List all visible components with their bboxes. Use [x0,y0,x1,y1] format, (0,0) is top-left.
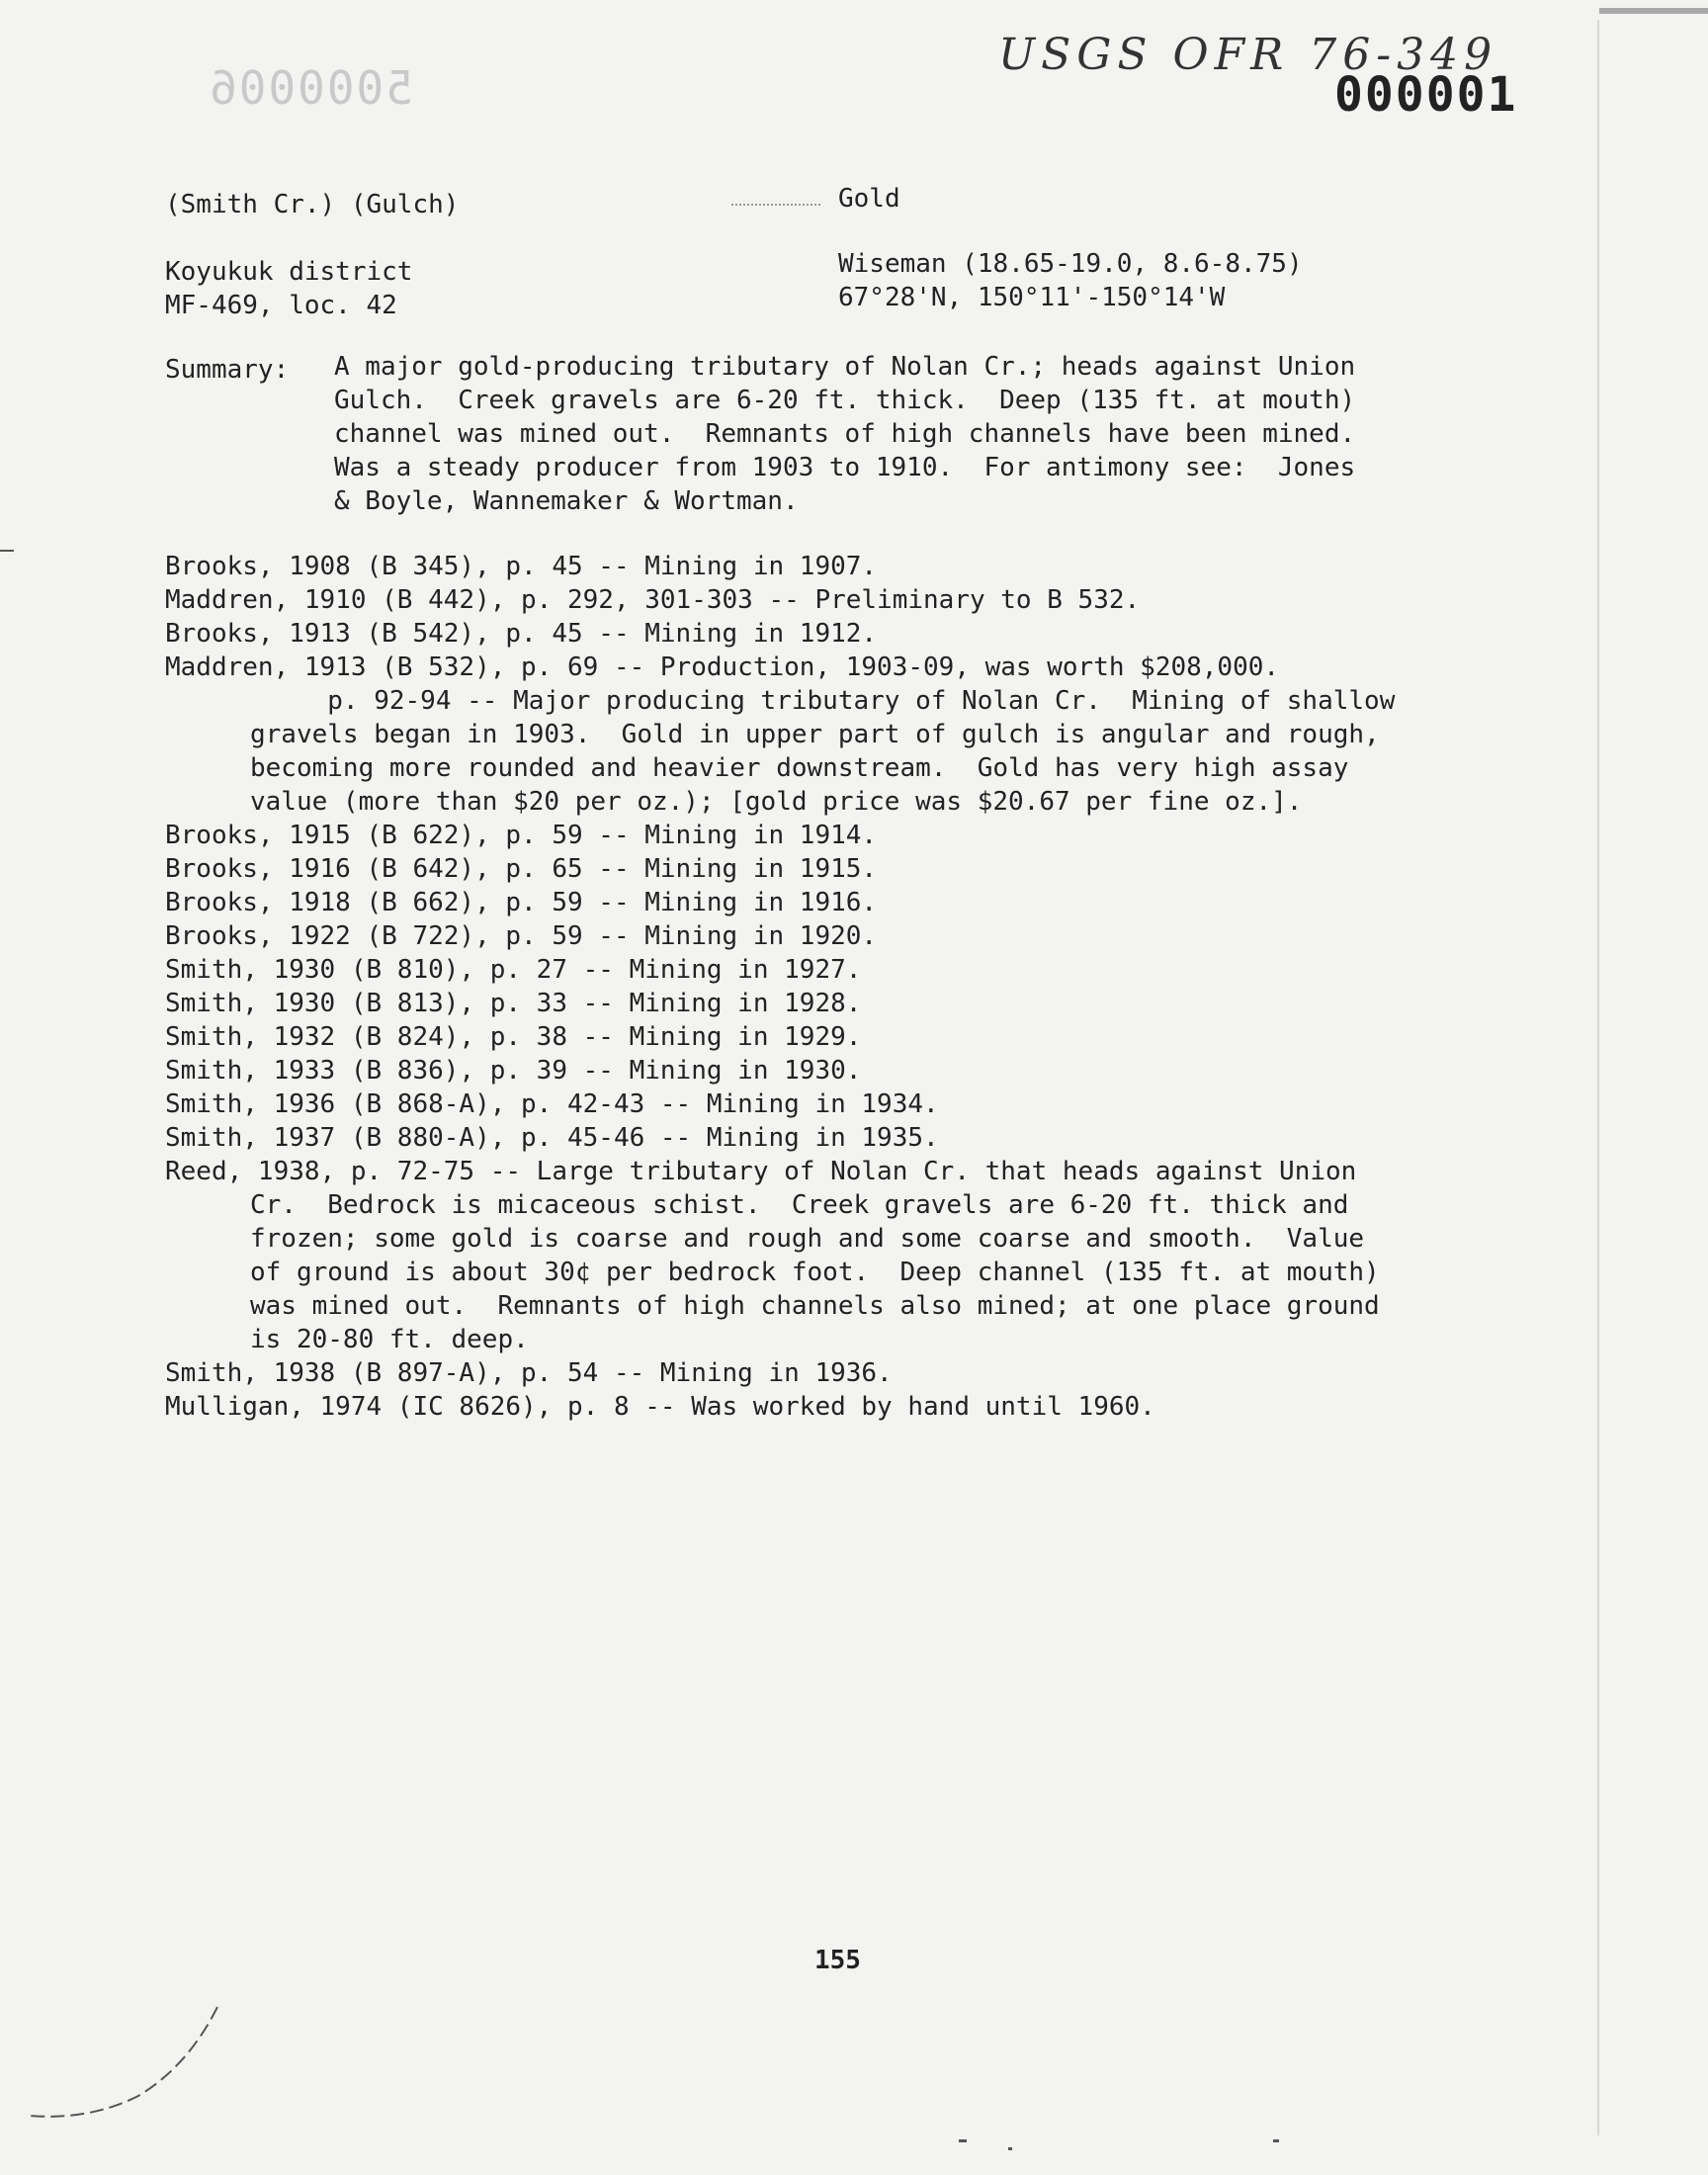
reference-line: Cr. Bedrock is micaceous schist. Creek gravels are 6-20 ft. thick and [250,1190,1349,1220]
reference-line: Smith, 1930 (B 810), p. 27 -- Mining in 1927. [165,955,862,985]
reference-line: Smith, 1933 (B 836), p. 39 -- Mining in 1930. [165,1056,862,1086]
reference-line: Brooks, 1908 (B 345), p. 45 -- Mining in 1907. [165,552,878,581]
page-number: 155 [814,1946,861,1975]
reference-line: Brooks, 1918 (B 662), p. 59 -- Mining in 1916. [165,888,878,917]
reference-line: Smith, 1937 (B 880-A), p. 45-46 -- Mining in 1935. [165,1123,939,1153]
pen-stroke-mark [20,1987,237,2126]
reference-line: Reed, 1938, p. 72-75 -- Large tributary of Nolan Cr. that heads against Union [165,1157,1357,1186]
title-right: Gold [838,184,900,214]
reference-line: p. 92-94 -- Major producing tributary of Nolan Cr. Mining of shallow [250,686,1396,716]
scan-speck [1008,2147,1012,2150]
reference-line: Brooks, 1913 (B 542), p. 45 -- Mining in 1912. [165,619,878,649]
scan-speck [1273,2139,1279,2142]
district: Koyukuk district [165,257,413,287]
summary-line: channel was mined out. Remnants of high channels have been mined. [334,419,1356,449]
reference-line: frozen; some gold is coarse and rough and some coarse and smooth. Value [250,1224,1365,1254]
coordinates: 67°28'N, 150°11'-150°14'W [838,283,1226,312]
scan-speck [959,2139,967,2142]
reference-line: Brooks, 1916 (B 642), p. 65 -- Mining in 1915. [165,854,878,884]
reference-line: gravels began in 1903. Gold in upper part of gulch is angular and rough, [250,720,1380,749]
reference-line: Brooks, 1922 (B 722), p. 59 -- Mining in 1920. [165,921,878,951]
handwritten-reference: USGS OFR 76-349 [998,30,1498,80]
reference-line: is 20-80 ft. deep. [250,1325,529,1354]
reference-line: becoming more rounded and heavier downstream. Gold has very high assay [250,753,1349,783]
title-dots [731,204,820,208]
scan-mark-left [0,550,14,552]
references-list [165,550,1395,1424]
reference-line: Mulligan, 1974 (IC 8626), p. 8 -- Was worked by hand until 1960. [165,1392,1155,1422]
summary-label: Summary: [165,355,290,385]
reference-line: Smith, 1938 (B 897-A), p. 54 -- Mining in 1936. [165,1358,893,1388]
reference-line: Brooks, 1915 (B 622), p. 59 -- Mining in 1914. [165,821,878,850]
summary-line: Was a steady producer from 1903 to 1910. For antimony see: Jones [334,453,1356,482]
reference-line: Maddren, 1910 (B 442), p. 292, 301-303 -- Preliminary to B 532. [165,585,1141,615]
reference-line: Maddren, 1913 (B 532), p. 69 -- Production, 1903-09, was worth $208,000. [165,652,1280,682]
summary-text [334,350,1355,518]
stamp-number: 000001 [1334,67,1518,123]
summary-line: Gulch. Creek gravels are 6-20 ft. thick. Deep (135 ft. at mouth) [334,386,1356,415]
summary-line: A major gold-producing tributary of Nolan Cr.; heads against Union [334,352,1356,382]
scan-edge-right [1597,20,1599,2135]
map-location: MF-469, loc. 42 [165,291,397,320]
title-left: (Smith Cr.) (Gulch) [165,190,460,219]
reference-line: was mined out. Remnants of high channels also mined; at one place ground [250,1291,1380,1321]
scan-edge-top [1599,8,1708,14]
reference-line: Smith, 1932 (B 824), p. 38 -- Mining in 1929. [165,1022,862,1052]
reference-line: Smith, 1936 (B 868-A), p. 42-43 -- Mining in 1934. [165,1089,939,1119]
reference-line: value (more than $20 per oz.); [gold price was $20.67 per fine oz.]. [250,787,1303,817]
reference-line: Smith, 1930 (B 813), p. 33 -- Mining in 1928. [165,989,862,1018]
reference-line: of ground is about 30¢ per bedrock foot. Deep channel (135 ft. at mouth) [250,1258,1380,1287]
quadrangle: Wiseman (18.65-19.0, 8.6-8.75) [838,249,1303,279]
summary-line: & Boyle, Wannemaker & Wortman. [334,486,799,516]
ghost-number-bleedthrough: 5000006 [208,61,413,115]
